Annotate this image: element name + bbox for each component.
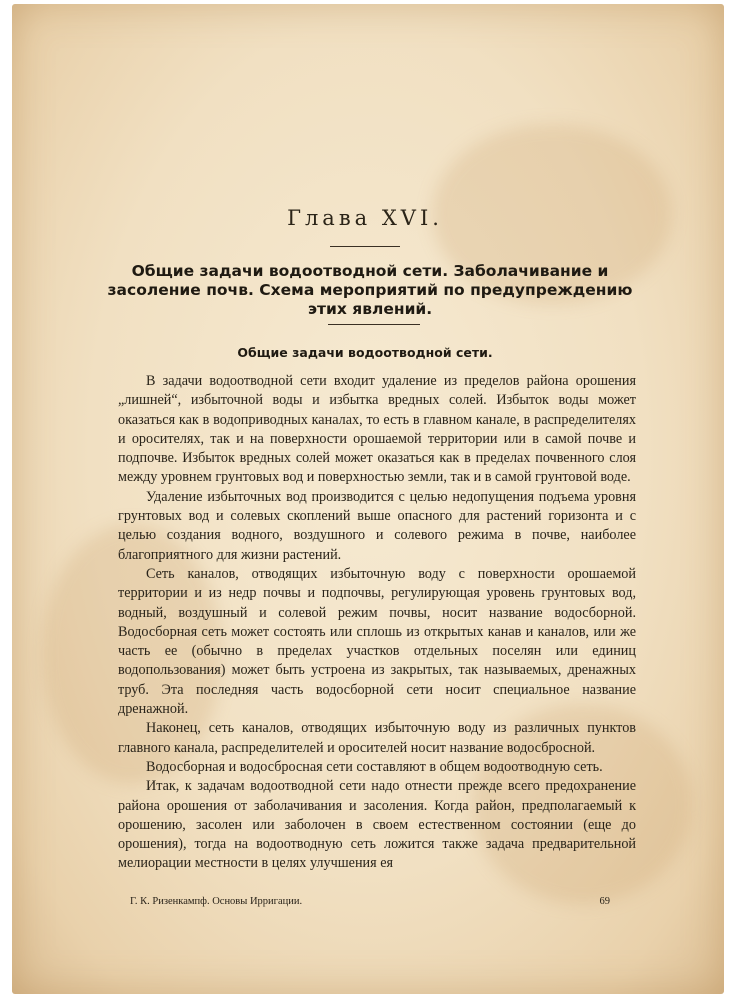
chapter-title: Глава XVI. — [287, 206, 443, 230]
paragraph: Сеть каналов, отводящих избыточную воду с поверхности орошаемой территории и из недр почвы и подпочвы, регулирующая уровень грунтовых вод, водный, воздушный и солевой режим почвы, носит название водосборной. Водосборная сеть может состоять или сплошь из открытых канав и каналов, или же часть ее (обычно в пределах участков отдельных поселян или единиц водопользования) может быть устроена из закрытых, так называемых, дренажных труб. Эта последняя часть водосборной сети носит специальное название дренажной. — [118, 565, 636, 718]
page-footer — [130, 896, 610, 907]
body-text — [118, 372, 636, 874]
paragraph: Итак, к задачам водоотводной сети надо отнести прежде всего предохранение района орошения от заболачивания и засоления. Когда район, предполагаемый к орошению, засолен или заболочен в своем естественном состоянии (еще до орошения), тогда на водоотводную сеть ложится также задача предварительной мелиорации местности в целях улучшения ея — [118, 778, 636, 872]
section-heading: Общие задачи водоотводной сети. Заболачивание и засоление почв. Схема мероприятий по предупреждению этих явлений. — [107, 262, 633, 318]
paragraph: Удаление избыточных вод производится с целью недопущения подъема уровня грунтовых вод и солевых скоплений выше опасного для растений горизонта и с целью создания водного, воздушного и солевого режима в почве, наиболее благоприятного для жизни растений. — [118, 488, 636, 563]
running-title: Г. К. Ризенкампф. Основы Ирригации. — [130, 896, 303, 907]
divider — [330, 246, 400, 247]
paragraph: Наконец, сеть каналов, отводящих избыточную воду из различных пунктов главного канала, распределителей и оросителей носит название водосбросной. — [118, 720, 636, 756]
page-number: 69 — [599, 896, 610, 907]
divider — [328, 324, 420, 325]
paragraph: В задачи водоотводной сети входит удаление из пределов района орошения „лишней“, избыточной воды и избытка вредных солей. Избыток воды может оказаться как в водоприводных каналах, то есть в главном канале, в распределителях и оросителях, так и на поверхности орошаемой территории или в самой почве и подпочве. Избыток вредных солей может оказаться как в пределах почвенного слоя между уровнем грунтовых вод и поверхностью земли, так и в самой грунтовой воде. — [118, 373, 636, 486]
paragraph: Водосборная и водосбросная сети составляют в общем водоотводную сеть. — [146, 758, 603, 775]
subsection-heading: Общие задачи водоотводной сети. — [237, 345, 493, 360]
